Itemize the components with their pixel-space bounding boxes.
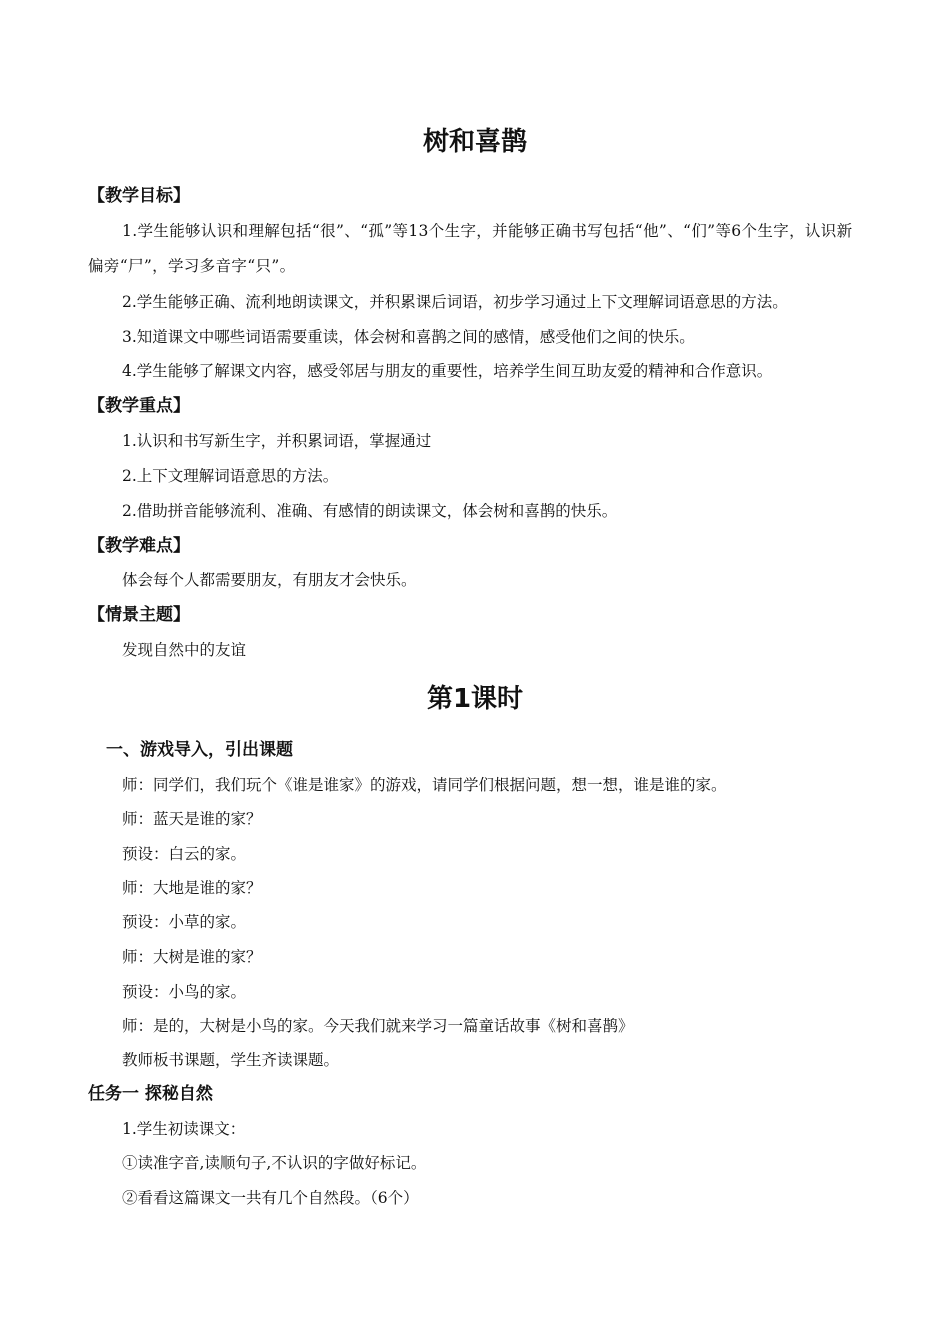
key-point-item: 2.上下文理解词语意思的方法。 [122, 467, 339, 485]
key-point-item: 1.认识和书写新生字，并积累词语，掌握通过 [122, 432, 432, 450]
dialogue-line: 师：同学们，我们玩个《谁是谁家》的游戏，请同学们根据问题，想一想，谁是谁的家。 [122, 776, 727, 794]
task-line: 1.学生初读课文： [122, 1120, 246, 1138]
dialogue-line: 师：大树是谁的家？ [122, 948, 262, 966]
goal-item: 3.知道课文中哪些词语需要重读，体会树和喜鹊之间的感情，感受他们之间的快乐。 [122, 328, 695, 346]
difficulty-item: 体会每个人都需要朋友，有朋友才会快乐。 [122, 571, 417, 589]
goal-item: 2.学生能够正确、流利地朗读课文，并积累课后词语，初步学习通过上下文理解词语意思的方法。 [122, 293, 788, 311]
part1-heading: 一、游戏导入，引出课题 [106, 740, 293, 760]
theme-heading: 【情景主题】 [88, 605, 190, 625]
theme-item: 发现自然中的友谊 [122, 641, 247, 659]
key-points-heading: 【教学重点】 [88, 396, 190, 416]
key-point-item: 2.借助拼音能够流利、准确、有感情的朗读课文，体会树和喜鹊的快乐。 [122, 502, 618, 520]
dialogue-line: 教师板书课题，学生齐读课题。 [122, 1051, 340, 1069]
difficulties-heading: 【教学难点】 [88, 536, 190, 556]
dialogue-line: 预设：小鸟的家。 [122, 983, 247, 1001]
dialogue-line: 师：大地是谁的家？ [122, 879, 262, 897]
lesson-title: 第1课时 [426, 684, 524, 714]
dialogue-line: 预设：小草的家。 [122, 913, 247, 931]
task-line: ①读准字音,读顺句子,不认识的字做好标记。 [122, 1154, 427, 1172]
document-title: 树和喜鹊 [422, 127, 527, 157]
dialogue-line: 预设：白云的家。 [122, 845, 247, 863]
dialogue-line: 师：是的，大树是小鸟的家。今天我们就来学习一篇童话故事《树和喜鹊》 [122, 1017, 634, 1035]
goal-item: 4.学生能够了解课文内容，感受邻居与朋友的重要性，培养学生间互助友爱的精神和合作意识。 [122, 362, 773, 380]
task1-heading: 任务一 探秘自然 [88, 1084, 213, 1104]
goals-heading: 【教学目标】 [88, 186, 190, 206]
goal-item: 1.学生能够认识和理解包括“很”、“孤”等13个生字，并能够正确书写包括“他”、“们”等6个生字，认识新偏旁“尸”，学习多音字“只”。 [88, 222, 853, 275]
dialogue-line: 师：蓝天是谁的家？ [122, 810, 262, 828]
task-line: ②看看这篇课文一共有几个自然段。（6个） [122, 1189, 419, 1207]
